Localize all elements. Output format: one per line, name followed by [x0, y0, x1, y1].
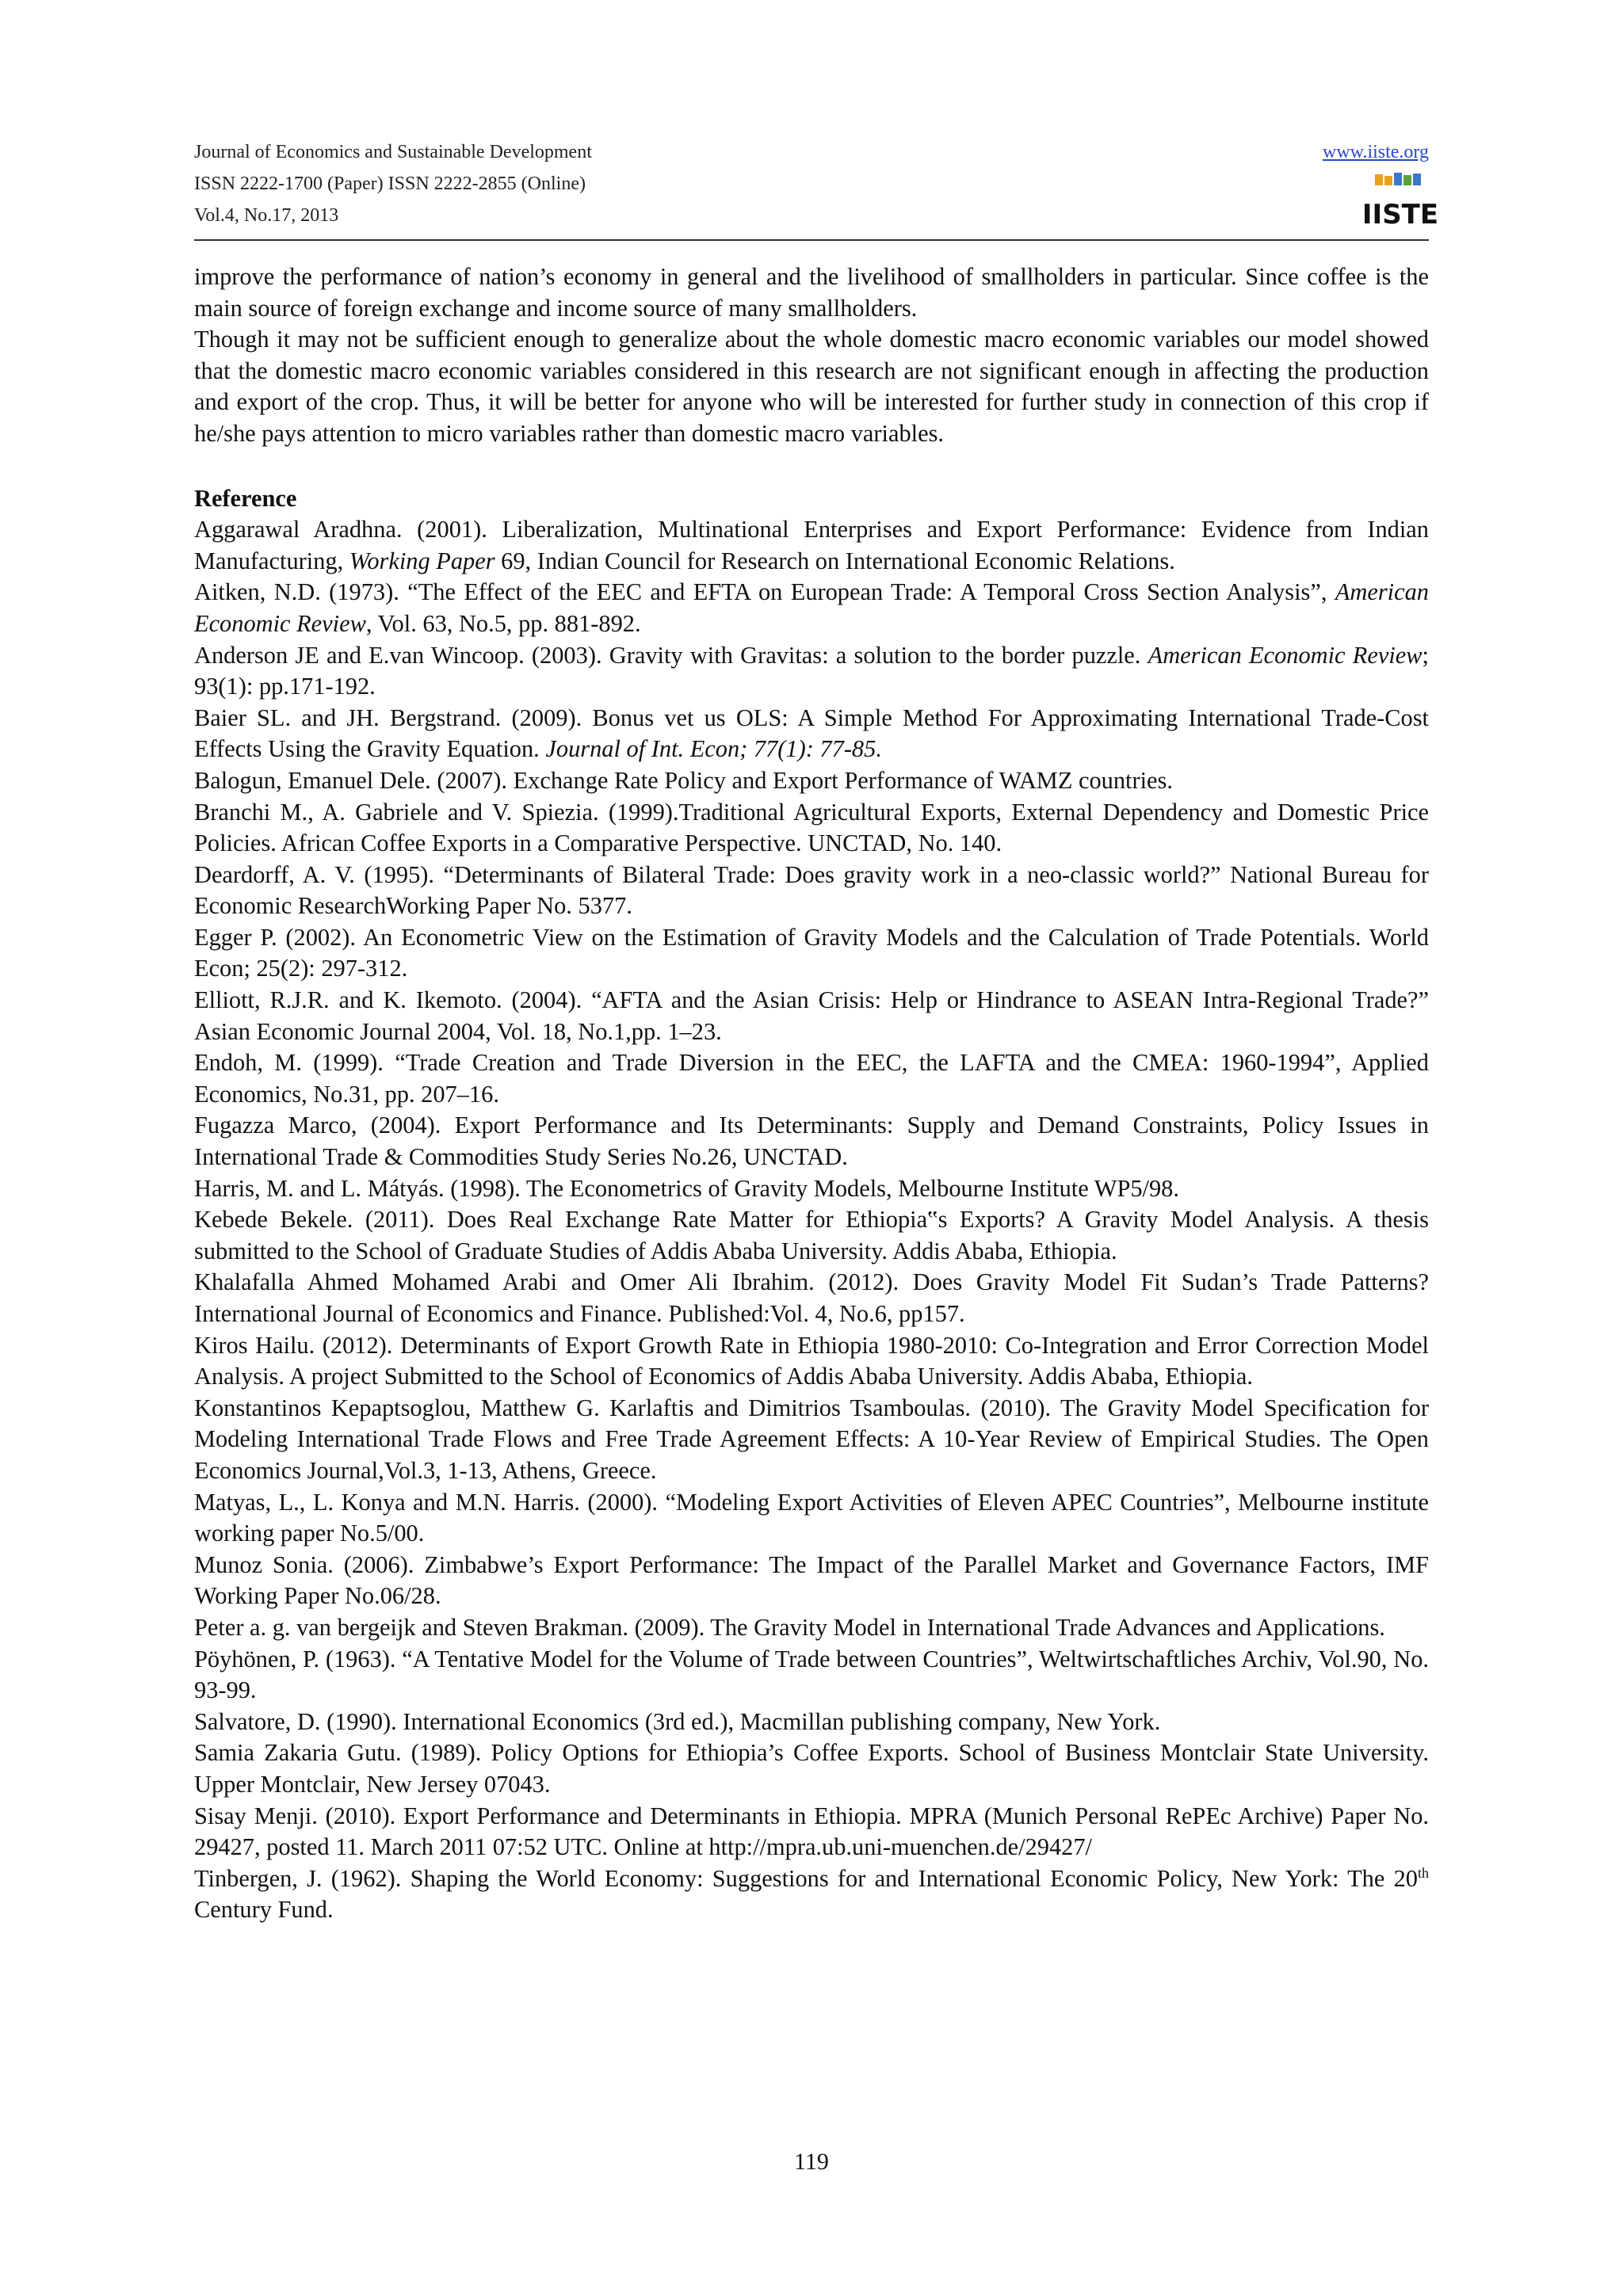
reference-text: Kebede Bekele. (2011). Does Real Exchange Rate Matter for Ethiopia‟s Exports? A Gravity Model Analysis. A thesis submitted to the School of Graduate Studies of Addis Ababa University. Addis Ababa, Ethiopia.	[194, 1206, 1429, 1264]
reference-item	[194, 797, 1429, 860]
reference-text-end: Century Fund.	[194, 1896, 334, 1924]
reference-item	[194, 514, 1429, 577]
conclusion-paragraph-2: Though it may not be sufficient enough to generalize about the whole domestic macro economic variables our model showed that the domestic macro economic variables considered in this research are not significant enough in affecting the production and export of the crop. Thus, it will be better for anyone who will be interested for further study in connection of this crop if he/she pays attention to micro variables rather than domestic macro variables.	[194, 326, 1429, 447]
reference-item	[194, 1173, 1429, 1205]
reference-item	[194, 1204, 1429, 1267]
reference-text: Endoh, M. (1999). “Trade Creation and Trade Diversion in the EEC, the LAFTA and the CMEA: 1960-1994”, Applied Economics, No.31, pp. 207–16.	[194, 1049, 1429, 1108]
reference-text: Anderson JE and E.van Wincoop. (2003). Gravity with Gravitas: a solution to the border puzzle.	[194, 641, 1148, 669]
reference-text: Pöyhönen, P. (1963). “A Tentative Model for the Volume of Trade between Countries”, Weltwirtschaftliches Archiv, Vol.90, No. 93-99.	[194, 1645, 1429, 1704]
reference-text: Peter a. g. van bergeijk and Steven Brakman. (2009). The Gravity Model in International Trade Advances and Applications.	[194, 1613, 1385, 1641]
svg-text:IISTE: IISTE	[1361, 199, 1439, 231]
reference-text: Elliott, R.J.R. and K. Ikemoto. (2004). “AFTA and the Asian Crisis: Help or Hindrance to ASEAN Intra-Regional Trade?” Asian Economic Journal 2004, Vol. 18, No.1,pp. 1–23.	[194, 986, 1429, 1045]
page-header	[194, 136, 1439, 239]
reference-item	[194, 1707, 1429, 1738]
reference-text: Sisay Menji. (2010). Export Performance and Determinants in Ethiopia. MPRA (Munich Personal RePEc Archive) Paper No. 29427, posted 11. March 2011 07:52 UTC. Online at http://mpra.ub.uni-muenchen.de/29427/	[194, 1802, 1429, 1861]
reference-text: Baier SL. and JH. Bergstrand. (2009). Bonus vet us OLS: A Simple Method For Approximating International Trade-Cost Effects Using the Gravity Equation.	[194, 704, 1429, 763]
journal-info	[194, 136, 592, 231]
reference-item	[194, 1644, 1429, 1707]
reference-text: Fugazza Marco, (2004). Export Performance and Its Determinants: Supply and Demand Constraints, Policy Issues in International Trade & Commodities Study Series No.26, UNCTAD.	[194, 1112, 1429, 1171]
reference-text: Deardorff, A. V. (1995). “Determinants of Bilateral Trade: Does gravity work in a neo-classic world?” National Bureau for Economic ResearchWorking Paper No. 5377.	[194, 860, 1429, 920]
reference-item	[194, 1612, 1429, 1644]
journal-volume: Vol.4, No.17, 2013	[194, 205, 339, 226]
journal-website-link[interactable]: www.iiste.org	[1323, 142, 1429, 162]
reference-item	[194, 1550, 1429, 1612]
page-body	[194, 261, 1429, 1926]
reference-text: Aitken, N.D. (1973). “The Effect of the EEC and EFTA on European Trade: A Temporal Cross Section Analysis”,	[194, 578, 1335, 606]
reference-item	[194, 1801, 1429, 1863]
reference-text: Branchi M., A. Gabriele and V. Spiezia. (1999).Traditional Agricultural Exports, External Dependency and Domestic Price Policies. African Coffee Exports in a Comparative Perspective. UNCTAD, No. 140.	[194, 798, 1429, 857]
reference-text: Salvatore, D. (1990). International Economics (3rd ed.), Macmillan publishing company, New York.	[194, 1707, 1161, 1735]
reference-text-end: 69, Indian Council for Research on International Economic Relations.	[495, 547, 1175, 574]
reference-item	[194, 1863, 1429, 1926]
reference-heading: Reference	[194, 484, 297, 512]
reference-text: Munoz Sonia. (2006). Zimbabwe’s Export Performance: The Impact of the Parallel Market and Governance Factors, IMF Working Paper No.06/28.	[194, 1550, 1429, 1610]
reference-text: Tinbergen, J. (1962). Shaping the World Economy: Suggestions for and International Economic Policy, New York: The 20	[194, 1864, 1418, 1892]
reference-list	[194, 514, 1429, 1863]
reference-text: Harris, M. and L. Mátyás. (1998). The Econometrics of Gravity Models, Melbourne Institute WP5/98.	[194, 1174, 1179, 1202]
reference-item	[194, 703, 1429, 765]
reference-item	[194, 1267, 1429, 1329]
reference-item	[194, 640, 1429, 703]
reference-text-end: , Vol. 63, No.5, pp. 881-892.	[365, 609, 641, 637]
reference-item	[194, 577, 1429, 639]
reference-item	[194, 922, 1429, 985]
page-number: 119	[794, 2149, 829, 2175]
reference-item	[194, 1487, 1429, 1550]
reference-text-end: ; 93(1): pp.171-192.	[194, 641, 1429, 700]
reference-item	[194, 985, 1429, 1047]
reference-text: Khalafalla Ahmed Mohamed Arabi and Omer Ali Ibrahim. (2012). Does Gravity Model Fit Sudan’s Trade Patterns? International Journal of Economics and Finance. Published:Vol. 4, No.6, pp157.	[194, 1268, 1429, 1327]
section-gap	[194, 450, 1429, 483]
reference-text: Egger P. (2002). An Econometric View on the Estimation of Gravity Models and the Calculation of Trade Potentials. World Econ; 25(2): 297-312.	[194, 923, 1429, 982]
journal-title: Journal of Economics and Sustainable Development	[194, 142, 592, 162]
reference-text: Aggarawal Aradhna. (2001). Liberalization, Multinational Enterprises and Export Performance: Evidence from Indian Manufacturing,	[194, 516, 1429, 574]
reference-source-italic: Journal of Int. Econ; 77(1): 77-85.	[545, 735, 882, 763]
reference-text: Konstantinos Kepaptsoglou, Matthew G. Karlaftis and Dimitrios Tsamboulas. (2010). The Gravity Model Specification for Modeling International Trade Flows and Free Trade Agreement Effects: A 10-Year Review of Empirical Studies. The Open Economics Journal,Vol.3, 1-13, Athens, Greece.	[194, 1394, 1429, 1484]
reference-item	[194, 860, 1429, 922]
iiste-logo	[1361, 171, 1439, 231]
reference-source-italic: Working Paper	[349, 547, 495, 574]
reference-item	[194, 1737, 1429, 1800]
reference-item	[194, 1047, 1429, 1110]
header-divider	[194, 239, 1429, 241]
conclusion-paragraph-1: improve the performance of nation’s economy in general and the livelihood of smallholders in particular. Since coffee is the main source of foreign exchange and income source of many smallholders.	[194, 263, 1429, 322]
reference-item	[194, 1330, 1429, 1393]
journal-issn: ISSN 2222-1700 (Paper) ISSN 2222-2855 (Online)	[194, 174, 586, 194]
reference-text: Kiros Hailu. (2012). Determinants of Export Growth Rate in Ethiopia 1980-2010: Co-Integration and Error Correction Model Analysis. A project Submitted to the School of Economics of Addis Ababa University. Addis Ababa, Ethiopia.	[194, 1331, 1429, 1390]
reference-item	[194, 765, 1429, 797]
reference-source-italic: American Economic Review	[194, 578, 1429, 637]
reference-text: Samia Zakaria Gutu. (1989). Policy Options for Ethiopia’s Coffee Exports. School of Business Montclair State University. Upper Montclair, New Jersey 07043.	[194, 1739, 1429, 1798]
reference-item	[194, 1110, 1429, 1173]
ordinal-superscript: th	[1417, 1864, 1429, 1881]
reference-source-italic: American Economic Review	[1148, 641, 1423, 669]
reference-text: Matyas, L., L. Konya and M.N. Harris. (2000). “Modeling Export Activities of Eleven APEC Countries”, Melbourne institute working paper No.5/00.	[194, 1488, 1429, 1547]
reference-text: Balogun, Emanuel Dele. (2007). Exchange Rate Policy and Export Performance of WAMZ countries.	[194, 766, 1173, 794]
reference-item	[194, 1393, 1429, 1487]
